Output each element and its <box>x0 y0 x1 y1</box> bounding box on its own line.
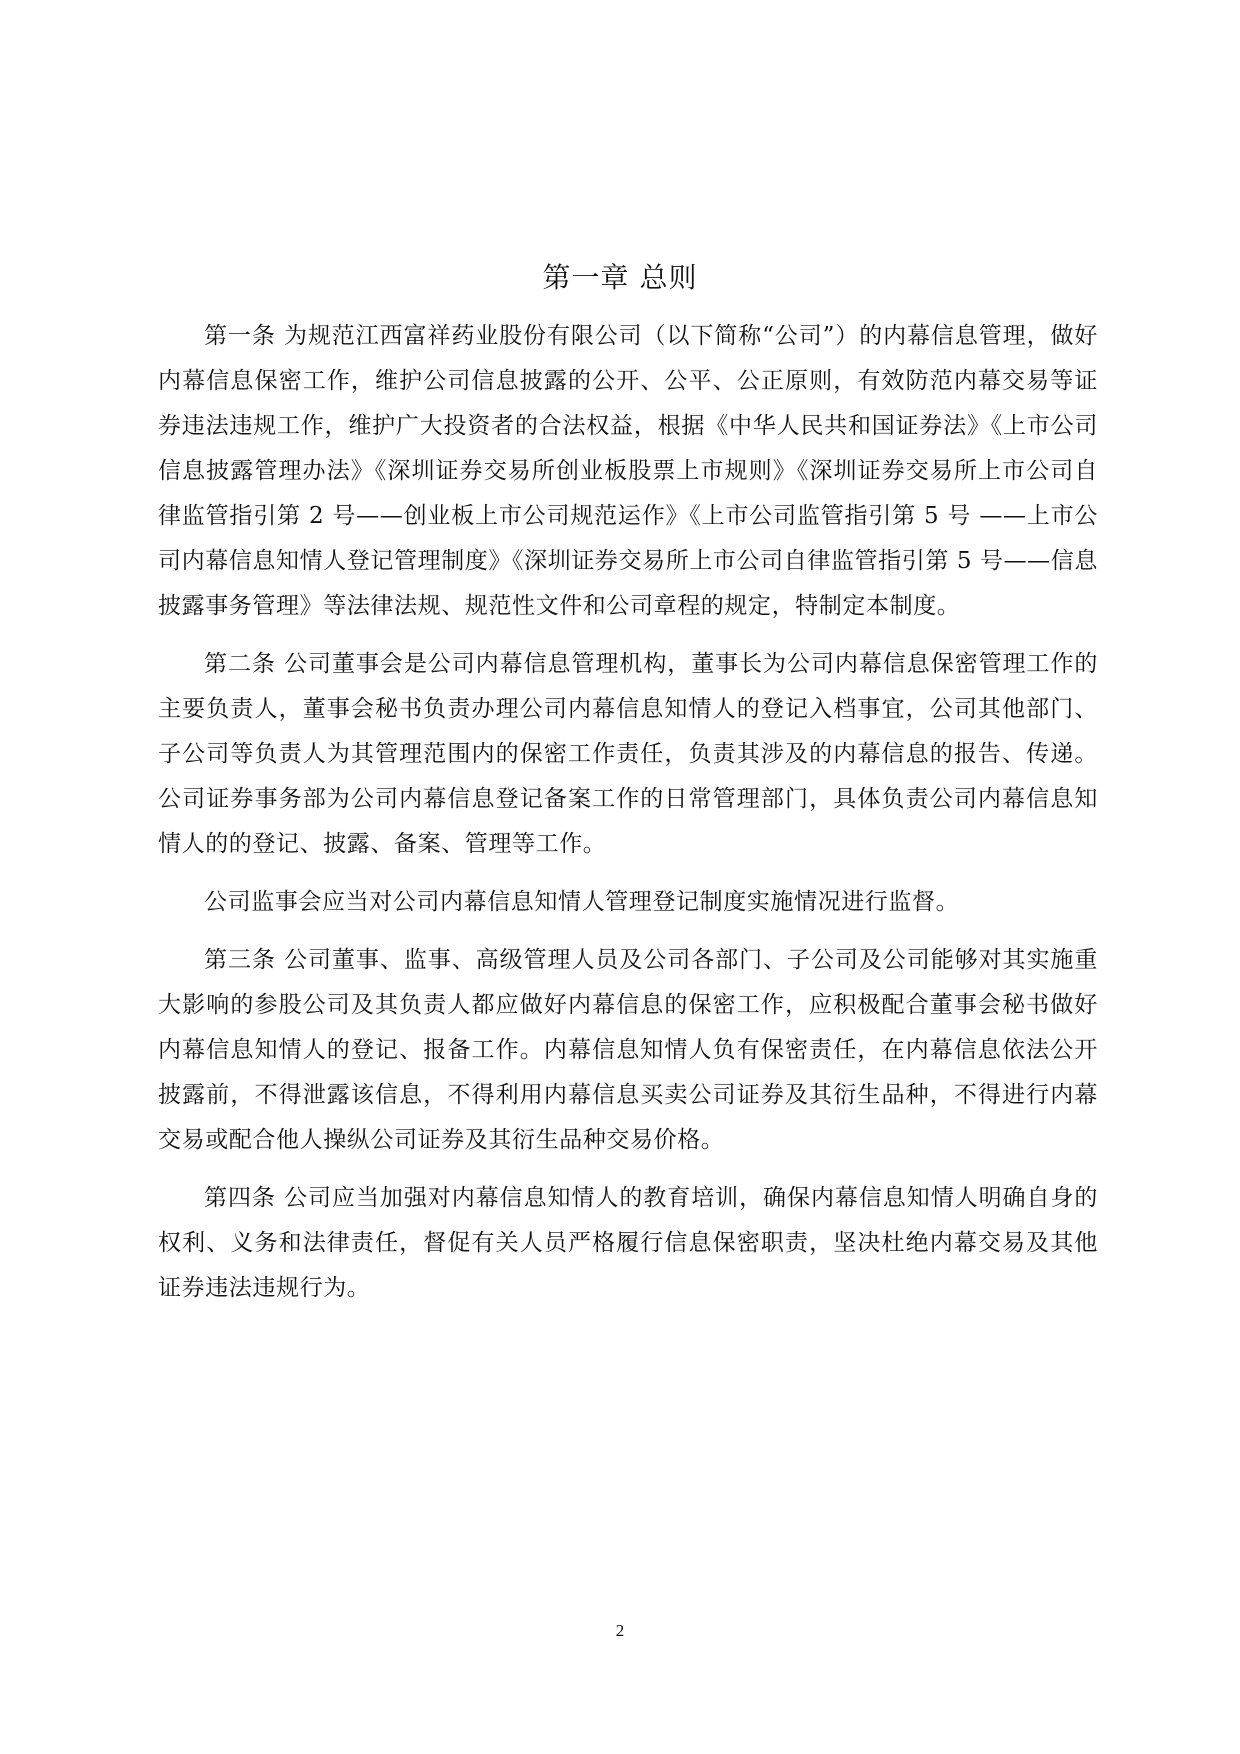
paragraph-article-3: 第三条 公司董事、监事、高级管理人员及公司各部门、子公司及公司能够对其实施重大影响的参股公司及其负责人都应做好内幕信息的保密工作，应积极配合董事会秘书做好内幕信息知情人的登记、报备工作。内幕信息知情人负有保密责任，在内幕信息依法公开披露前，不得泄露该信息，不得利用内幕信息买卖公司证券及其衍生品种，不得进行内幕交易或配合他人操纵公司证券及其衍生品种交易价格。 <box>158 947 1098 1153</box>
paragraph-article-1: 第一条 为规范江西富祥药业股份有限公司（以下简称“公司”）的内幕信息管理，做好内幕信息保密工作，维护公司信息披露的公开、公平、公正原则，有效防范内幕交易等证券违法违规工作，维护广大投资者的合法权益，根据《中华人民共和国证券法》《上市公司信息披露管理办法》《深圳证券交易所创业板股票上市规则》《深圳证券交易所上市公司自律监管指引第 2 号——创业板上市公司规范运作》《上市公司监管指引第 5 号 ——上市公司内幕信息知情人登记管理制度》《深圳证券交易所上市公司自律监管指引第 5 号——信息披露事务管理》等法律法规、规范性文件和公司章程的规定，特制定本制度。 <box>158 323 1098 619</box>
page-number: 2 <box>615 1621 625 1640</box>
paragraph-supervisory-board: 公司监事会应当对公司内幕信息知情人管理登记制度实施情况进行监督。 <box>204 889 960 915</box>
chapter-title: 第一章 总则 <box>542 261 698 294</box>
paragraph-article-4: 第四条 公司应当加强对内幕信息知情人的教育培训，确保内幕信息知情人明确自身的权利、义务和法律责任，督促有关人员严格履行信息保密职责，坚决杜绝内幕交易及其他证券违法违规行为。 <box>158 1185 1098 1301</box>
paragraph-article-2: 第二条 公司董事会是公司内幕信息管理机构，董事长为公司内幕信息保密管理工作的主要负责人，董事会秘书负责办理公司内幕信息知情人的登记入档事宜，公司其他部门、子公司等负责人为其管理范围内的保密工作责任，负责其涉及的内幕信息的报告、传递。公司证券事务部为公司内幕信息登记备案工作的日常管理部门，具体负责公司内幕信息知情人的的登记、披露、备案、管理等工作。 <box>158 651 1098 857</box>
document-body <box>158 314 1098 1311</box>
